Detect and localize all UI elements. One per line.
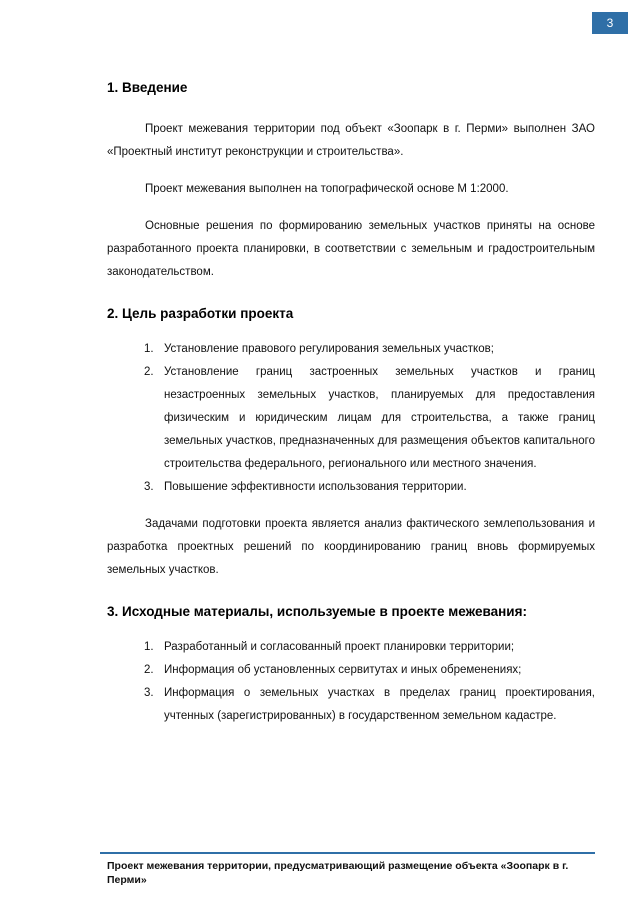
source-materials-list [107,636,595,728]
list-item-number: 2. [144,664,154,676]
list-item-number: 1. [144,641,154,653]
paragraph: Задачами подготовки проекта является анализ фактического землепользования и разработка проектных решений по координированию границ вновь формируемых земельных участков. [107,518,595,576]
list-item-text: Информация о земельных участках в пределах границ проектирования, учтенных (зарегистрированных) в государственном земельном кадастре. [164,687,595,722]
paragraph: Проект межевания выполнен на топографической основе М 1:2000. [145,183,509,195]
page-footer: Проект межевания территории, предусматривающий размещение объекта «Зоопарк в г. Перми» [107,860,569,886]
list-item-number: 3. [144,481,154,493]
list-item-text: Разработанный и согласованный проект планировки территории; [164,641,515,653]
section-heading-introduction: 1. Введение [107,80,188,95]
footer-divider [100,852,595,854]
paragraph: Проект межевания территории под объект «Зоопарк в г. Перми» выполнен ЗАО «Проектный институт реконструкции и строительства». [107,123,595,158]
list-item-text: Установление границ застроенных земельных участков и границ незастроенных земельных участков, планируемых для предоставления физическим и юридическим лицам для строительства, а также границ земельных участков, предназначенных для размещения объектов капитального строительства федерального, регионального или местного значения. [164,366,595,470]
list-item [107,338,595,361]
list-item [107,682,595,728]
list-item-number: 2. [144,366,154,378]
list-item-text: Повышение эффективности использования территории. [164,481,467,493]
paragraph: Основные решения по формированию земельных участков приняты на основе разработанного проекта планировки, в соответствии с земельным и градостроительным законодательством. [107,220,595,278]
list-item-text: Установление правового регулирования земельных участков; [164,343,494,355]
document-body [107,78,595,728]
list-item [107,476,595,499]
list-item [107,659,595,682]
list-item [107,361,595,476]
list-item [107,636,595,659]
section-heading-source-materials: 3. Исходные материалы, используемые в проекте межевания: [107,604,527,619]
page-number-badge: 3 [592,12,628,34]
list-item-number: 3. [144,687,154,699]
list-item-text: Информация об установленных сервитутах и иных обременениях; [164,664,522,676]
goal-list [107,338,595,499]
section-heading-project-goal: 2. Цель разработки проекта [107,306,294,321]
list-item-number: 1. [144,343,154,355]
